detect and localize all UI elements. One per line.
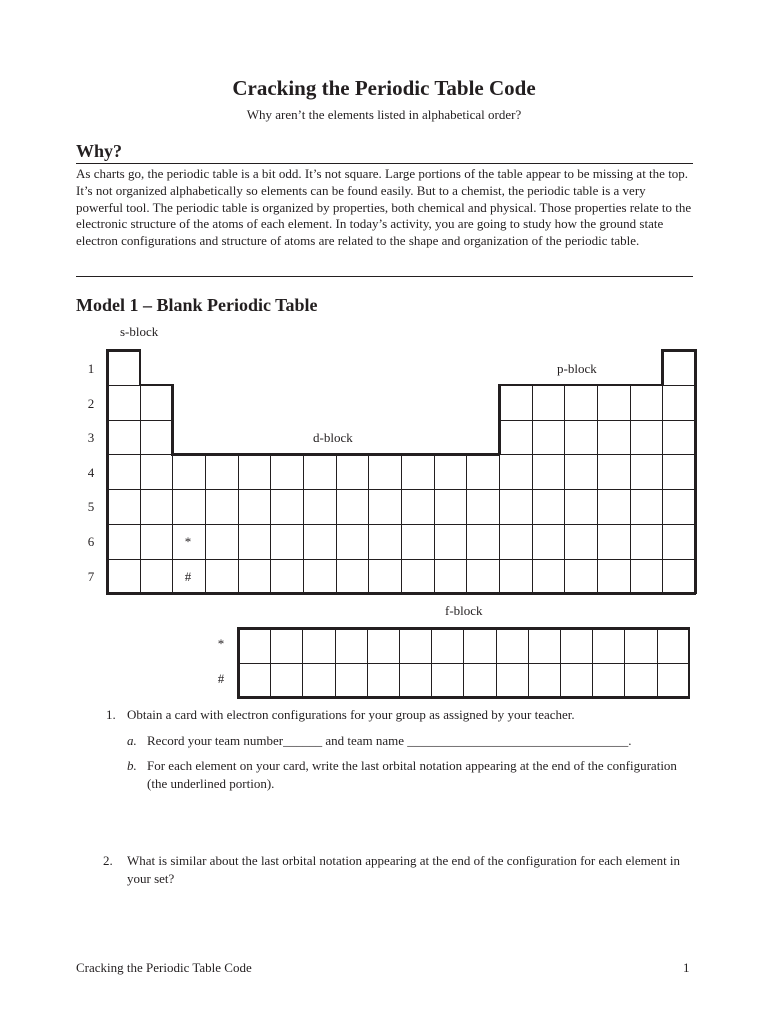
periodic-cell-p2-g13: [499, 385, 533, 421]
f-block-cell-r2-c13: [624, 663, 657, 699]
f-block-cell-r2-c2: [270, 663, 303, 699]
grid-outline-s-step-v: [171, 384, 174, 456]
periodic-cell-p4-g5: [238, 454, 272, 490]
periodic-cell-p5-g2: [140, 489, 174, 525]
periodic-cell-p5-g12: [466, 489, 500, 525]
f-block-cell-r1-c9: [496, 628, 529, 664]
s-block-label: s-block: [120, 324, 159, 339]
period-label-1: 1: [87, 361, 95, 376]
periodic-cell-p3-g18: [662, 420, 696, 456]
periodic-cell-p7-g10: [401, 559, 435, 595]
actinide-marker-main: #: [184, 569, 192, 584]
f-outline-bottom: [237, 696, 690, 699]
f-block-cell-r1-c5: [367, 628, 400, 664]
periodic-cell-p4-g3: [172, 454, 206, 490]
periodic-cell-p6-g16: [597, 524, 631, 560]
periodic-cell-p5-g16: [597, 489, 631, 525]
periodic-cell-p6-g10: [401, 524, 435, 560]
f-block-cell-r1-c10: [528, 628, 561, 664]
grid-outline-d-top: [171, 453, 500, 456]
periodic-cell-p5-g9: [368, 489, 402, 525]
periodic-cell-p4-g11: [434, 454, 468, 490]
f-outline-top: [237, 627, 690, 630]
f-block-cell-r2-c4: [335, 663, 368, 699]
question-1a-text: Record your team number______ and team name __________________________________.: [147, 733, 632, 748]
f-block-cell-r2-c11: [560, 663, 593, 699]
f-block-cell-r2-c6: [399, 663, 432, 699]
f-block-cell-r2-c12: [592, 663, 625, 699]
footer-page-number: 1: [683, 960, 690, 975]
f-block-cell-r1-c4: [335, 628, 368, 664]
actinide-marker-f: #: [217, 671, 225, 686]
periodic-cell-p5-g3: [172, 489, 206, 525]
periodic-cell-p7-g16: [597, 559, 631, 595]
periodic-cell-p4-g16: [597, 454, 631, 490]
periodic-cell-p6-g13: [499, 524, 533, 560]
periodic-cell-p5-g5: [238, 489, 272, 525]
f-block-cell-r1-c8: [463, 628, 496, 664]
periodic-cell-p5-g6: [270, 489, 304, 525]
f-block-cell-r2-c10: [528, 663, 561, 699]
periodic-cell-p5-g15: [564, 489, 598, 525]
f-block-cell-r1-c13: [624, 628, 657, 664]
periodic-cell-p4-g1: [107, 454, 141, 490]
periodic-cell-p1-g1: [107, 350, 141, 386]
periodic-cell-p6-g8: [336, 524, 370, 560]
periodic-cell-p6-g17: [630, 524, 664, 560]
periodic-cell-p7-g2: [140, 559, 174, 595]
p-block-label: p-block: [557, 361, 597, 376]
periodic-cell-p7-g5: [238, 559, 272, 595]
periodic-cell-p6-g18: [662, 524, 696, 560]
periodic-cell-p7-g7: [303, 559, 337, 595]
why-paragraph: As charts go, the periodic table is a bit odd. It’s not square. Large portions of the table appear to be missing at the top. It’s not organized alphabetically so elements can be found easily. But to a chemist, the periodic table is a very powerful tool. The periodic table is organized by properties, both chemical and physical. Those properties relate to the electronic structure of the atoms of each element. In today’s activity, you are going to study how the ground state electron configurations and structure of atoms are related to the shape and organization of the periodic table.: [76, 166, 692, 249]
periodic-cell-p4-g14: [532, 454, 566, 490]
question-2-number: 2.: [103, 853, 113, 868]
question-1a-letter: a.: [127, 733, 137, 748]
periodic-cell-p6-g15: [564, 524, 598, 560]
lanthanide-marker-f: *: [217, 636, 225, 651]
periodic-cell-p4-g12: [466, 454, 500, 490]
periodic-cell-p5-g17: [630, 489, 664, 525]
f-block-cell-r2-c3: [302, 663, 335, 699]
grid-outline-left: [106, 349, 109, 594]
periodic-cell-p5-g8: [336, 489, 370, 525]
periodic-cell-p4-g18: [662, 454, 696, 490]
f-outline-right: [688, 627, 691, 698]
periodic-cell-p3-g14: [532, 420, 566, 456]
periodic-cell-p3-g17: [630, 420, 664, 456]
period-label-2: 2: [87, 396, 95, 411]
f-block-cell-r1-c14: [657, 628, 690, 664]
grid-outline-h-step-v: [139, 349, 142, 386]
periodic-cell-p2-g18: [662, 385, 696, 421]
grid-outline-bottom: [106, 592, 696, 595]
grid-outline-h-step-h: [139, 384, 174, 387]
periodic-cell-p4-g8: [336, 454, 370, 490]
periodic-cell-p7-g14: [532, 559, 566, 595]
question-1b-text: For each element on your card, write the last orbital notation appearing at the end of the configuration (the underlined portion).: [147, 758, 677, 791]
periodic-cell-p6-g9: [368, 524, 402, 560]
grid-outline-p-step-v: [498, 384, 501, 456]
periodic-cell-p3-g2: [140, 420, 174, 456]
period-label-4: 4: [87, 465, 95, 480]
periodic-cell-p6-g7: [303, 524, 337, 560]
periodic-cell-p4-g6: [270, 454, 304, 490]
periodic-cell-p7-g17: [630, 559, 664, 595]
periodic-cell-p4-g13: [499, 454, 533, 490]
periodic-cell-p2-g2: [140, 385, 174, 421]
why-heading: Why?: [76, 141, 123, 161]
model-heading: Model 1 – Blank Periodic Table: [76, 295, 318, 315]
period-label-7: 7: [87, 569, 95, 584]
periodic-cell-p6-g4: [205, 524, 239, 560]
f-block-cell-r1-c2: [270, 628, 303, 664]
grid-outline-he-top: [661, 349, 696, 352]
periodic-cell-p7-g12: [466, 559, 500, 595]
period-label-6: 6: [87, 534, 95, 549]
periodic-cell-p4-g2: [140, 454, 174, 490]
periodic-cell-p7-g15: [564, 559, 598, 595]
page-subtitle: Why aren’t the elements listed in alphabetical order?: [246, 107, 522, 122]
periodic-cell-p5-g1: [107, 489, 141, 525]
periodic-cell-p5-g18: [662, 489, 696, 525]
lanthanide-marker-main: *: [184, 534, 192, 549]
periodic-cell-p6-g14: [532, 524, 566, 560]
why-bottom-divider: [76, 276, 693, 277]
periodic-cell-p3-g15: [564, 420, 598, 456]
periodic-cell-p7-g6: [270, 559, 304, 595]
periodic-cell-p4-g7: [303, 454, 337, 490]
f-block-cell-r2-c9: [496, 663, 529, 699]
periodic-cell-p2-g15: [564, 385, 598, 421]
why-top-divider: [76, 163, 693, 164]
period-label-5: 5: [87, 499, 95, 514]
periodic-cell-p4-g10: [401, 454, 435, 490]
f-block-label: f-block: [445, 603, 483, 618]
f-block-cell-r1-c11: [560, 628, 593, 664]
periodic-cell-p7-g8: [336, 559, 370, 595]
periodic-cell-p4-g17: [630, 454, 664, 490]
periodic-cell-p5-g7: [303, 489, 337, 525]
periodic-cell-p2-g17: [630, 385, 664, 421]
question-1-number: 1.: [106, 707, 116, 722]
question-1b-letter: b.: [127, 758, 137, 773]
f-block-cell-r2-c1: [238, 663, 271, 699]
periodic-cell-p7-g1: [107, 559, 141, 595]
periodic-cell-p4-g4: [205, 454, 239, 490]
grid-outline-top-h: [106, 349, 141, 352]
periodic-cell-p7-g9: [368, 559, 402, 595]
question-2-text: What is similar about the last orbital notation appearing at the end of the configuration for each element in your set?: [127, 853, 681, 886]
f-block-cell-r1-c6: [399, 628, 432, 664]
f-block-cell-r2-c8: [463, 663, 496, 699]
period-label-3: 3: [87, 430, 95, 445]
periodic-cell-p5-g10: [401, 489, 435, 525]
question-1-text: Obtain a card with electron configurations for your group as assigned by your teacher.: [127, 707, 575, 722]
grid-outline-he-step-v: [661, 349, 664, 386]
periodic-cell-p2-g14: [532, 385, 566, 421]
f-block-cell-r1-c1: [238, 628, 271, 664]
periodic-cell-p7-g18: [662, 559, 696, 595]
periodic-cell-p3-g13: [499, 420, 533, 456]
footer-title: Cracking the Periodic Table Code: [76, 960, 252, 975]
f-block-cell-r1-c7: [431, 628, 464, 664]
periodic-cell-p5-g4: [205, 489, 239, 525]
grid-outline-right: [694, 349, 697, 594]
periodic-cell-p6-g1: [107, 524, 141, 560]
periodic-cell-p4-g9: [368, 454, 402, 490]
periodic-cell-p7-g13: [499, 559, 533, 595]
periodic-cell-p3-g1: [107, 420, 141, 456]
f-outline-left: [237, 627, 240, 698]
periodic-cell-p1-g18: [662, 350, 696, 386]
periodic-cell-p6-g5: [238, 524, 272, 560]
d-block-label: d-block: [313, 430, 353, 445]
periodic-cell-p6-g6: [270, 524, 304, 560]
f-block-cell-r1-c12: [592, 628, 625, 664]
periodic-cell-p6-g11: [434, 524, 468, 560]
periodic-cell-p6-g12: [466, 524, 500, 560]
periodic-cell-p7-g11: [434, 559, 468, 595]
f-block-cell-r1-c3: [302, 628, 335, 664]
periodic-cell-p2-g1: [107, 385, 141, 421]
periodic-cell-p4-g15: [564, 454, 598, 490]
periodic-cell-p5-g14: [532, 489, 566, 525]
periodic-cell-p2-g16: [597, 385, 631, 421]
periodic-cell-p5-g13: [499, 489, 533, 525]
f-block-cell-r2-c5: [367, 663, 400, 699]
page-title: Cracking the Periodic Table Code: [232, 76, 536, 100]
periodic-cell-p6-g2: [140, 524, 174, 560]
f-block-cell-r2-c14: [657, 663, 690, 699]
periodic-cell-p7-g4: [205, 559, 239, 595]
grid-outline-p-top: [498, 384, 663, 387]
f-block-cell-r2-c7: [431, 663, 464, 699]
periodic-cell-p3-g16: [597, 420, 631, 456]
periodic-cell-p5-g11: [434, 489, 468, 525]
